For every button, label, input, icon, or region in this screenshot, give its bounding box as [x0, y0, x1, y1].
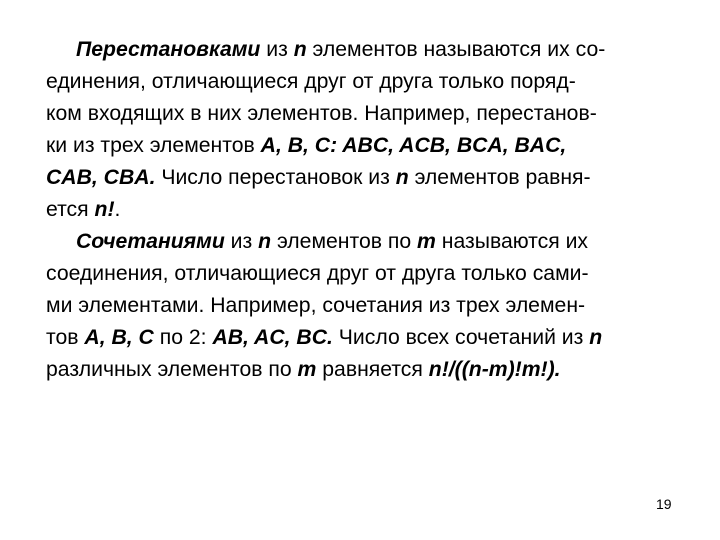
- text-line: ком входящих в них элементов. Например, перестанов-: [46, 102, 597, 125]
- text-line: Сочетаниями из n элементов по m называются их: [76, 230, 589, 253]
- text-line: тов A, B, C по 2: AB, AC, BC. Число всех сочетаний из n: [46, 326, 603, 349]
- permutation-formula: n!: [94, 198, 115, 221]
- paragraph-combinations: [46, 226, 686, 386]
- text-line: CAB, CBA. Число перестановок из n элементов равня-: [46, 166, 591, 189]
- paragraph-permutations: [46, 34, 686, 226]
- text-line: соединения, отличающиеся друг от друга только сами-: [46, 262, 589, 285]
- text-line: ется n!.: [46, 198, 121, 221]
- variable-n: n: [258, 230, 272, 253]
- permutation-examples: A, B, C: ABC, ACB, BCA, BAC,: [260, 134, 567, 157]
- text-line: Перестановками из n элементов называются их со-: [76, 38, 606, 61]
- combination-examples: AB, AC, BC.: [212, 326, 333, 349]
- text-line: единения, отличающиеся друг от друга только поряд-: [46, 70, 576, 93]
- term-permutations: Перестановками: [76, 38, 261, 61]
- page-number: 19: [656, 496, 672, 512]
- permutation-examples: CAB, CBA.: [46, 166, 156, 189]
- combination-elements: A, B, C: [84, 326, 154, 349]
- variable-m: m: [417, 230, 436, 253]
- combination-formula: n!/((n-m)!m!).: [428, 358, 561, 381]
- variable-n: n: [589, 326, 603, 349]
- text-line: различных элементов по m равняется n!/((n-m)!m!).: [46, 358, 561, 381]
- variable-m: m: [297, 358, 317, 381]
- variable-n: n: [293, 38, 307, 61]
- term-combinations: Сочетаниями: [76, 230, 225, 253]
- variable-n: n: [395, 166, 409, 189]
- text-block: [46, 34, 686, 386]
- text-line: ки из трех элементов A, B, C: ABC, ACB, BCA, BAC,: [46, 134, 567, 157]
- text-line: ми элементами. Например, сочетания из трех элемен-: [46, 294, 586, 317]
